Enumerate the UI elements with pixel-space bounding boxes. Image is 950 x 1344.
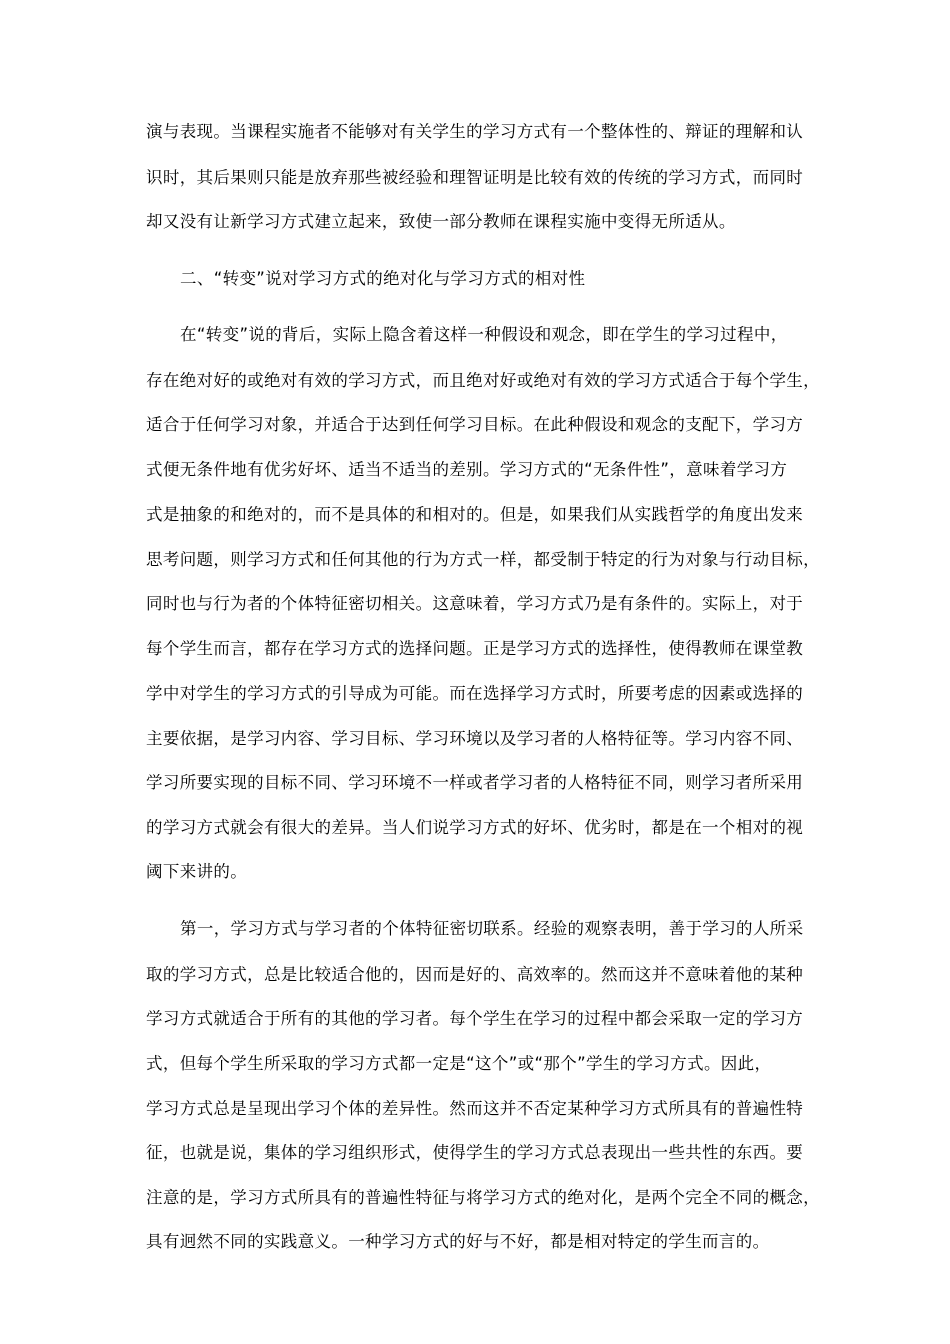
text-line: 第一，学习方式与学习者的个体特征密切联系。经验的观察表明，善于学习的人所采 [180,919,804,938]
text-line: 演与表现。当课程实施者不能够对有关学生的学习方式有一个整体性的、辩证的理解和认 [146,122,804,141]
text-line: 思考问题，则学习方式和任何其他的行为方式一样，都受制于特定的行为对象与行动目标， [146,550,820,569]
text-line: 学习方式就适合于所有的其他的学习者。每个学生在学习的过程中都会采取一定的学习方 [146,1009,804,1028]
section-heading: 二、“转变”说对学习方式的绝对化与学习方式的相对性 [180,269,586,288]
text-line: 式，但每个学生所采取的学习方式都一定是“这个”或“那个”学生的学习方式。因此， [146,1054,772,1073]
text-line: 取的学习方式，总是比较适合他的，因而是好的、高效率的。然而这并不意味着他的某种 [146,965,804,984]
text-line: 适合于任何学习对象，并适合于达到任何学习目标。在此种假设和观念的支配下，学习方 [146,415,804,434]
text-line: 主要依据，是学习内容、学习目标、学习环境以及学习者的人格特征等。学习内容不同、 [146,729,804,748]
text-line: 学习方式总是呈现出学习个体的差异性。然而这并不否定某种学习方式所具有的普遍性特 [146,1099,804,1118]
text-line: 在“转变”说的背后，实际上隐含着这样一种假设和观念，即在学生的学习过程中， [180,325,788,344]
text-line: 学习所要实现的目标不同、学习环境不一样或者学习者的人格特征不同，则学习者所采用 [146,773,804,792]
text-line: 同时也与行为者的个体特征密切相关。这意味着，学习方式乃是有条件的。实际上，对于 [146,594,804,613]
text-line: 却又没有让新学习方式建立起来，致使一部分教师在课程实施中变得无所适从。 [146,212,736,231]
text-line: 学中对学生的学习方式的引导成为可能。而在选择学习方式时，所要考虑的因素或选择的 [146,684,804,703]
text-line: 式是抽象的和绝对的，而不是具体的和相对的。但是，如果我们从实践哲学的角度出发来 [146,505,804,524]
text-line: 式便无条件地有优劣好坏、适当不适当的差别。学习方式的“无条件性”，意味着学习方 [146,460,788,479]
text-line: 存在绝对好的或绝对有效的学习方式，而且绝对好或绝对有效的学习方式适合于每个学生， [146,371,820,390]
text-line: 阈下来讲的。 [146,862,248,881]
text-line: 识时，其后果则只能是放弃那些被经验和理智证明是比较有效的传统的学习方式，而同时 [146,168,804,187]
text-line: 征，也就是说，集体的学习组织形式，使得学生的学习方式总表现出一些共性的东西。要 [146,1143,804,1162]
text-line: 具有迥然不同的实践意义。一种学习方式的好与不好，都是相对特定的学生而言的。 [146,1232,770,1251]
text-line: 每个学生而言，都存在学习方式的选择问题。正是学习方式的选择性，使得教师在课堂教 [146,639,804,658]
text-line: 注意的是，学习方式所具有的普遍性特征与将学习方式的绝对化，是两个完全不同的概念， [146,1188,820,1207]
text-line: 的学习方式就会有很大的差异。当人们说学习方式的好坏、优劣时，都是在一个相对的视 [146,818,804,837]
